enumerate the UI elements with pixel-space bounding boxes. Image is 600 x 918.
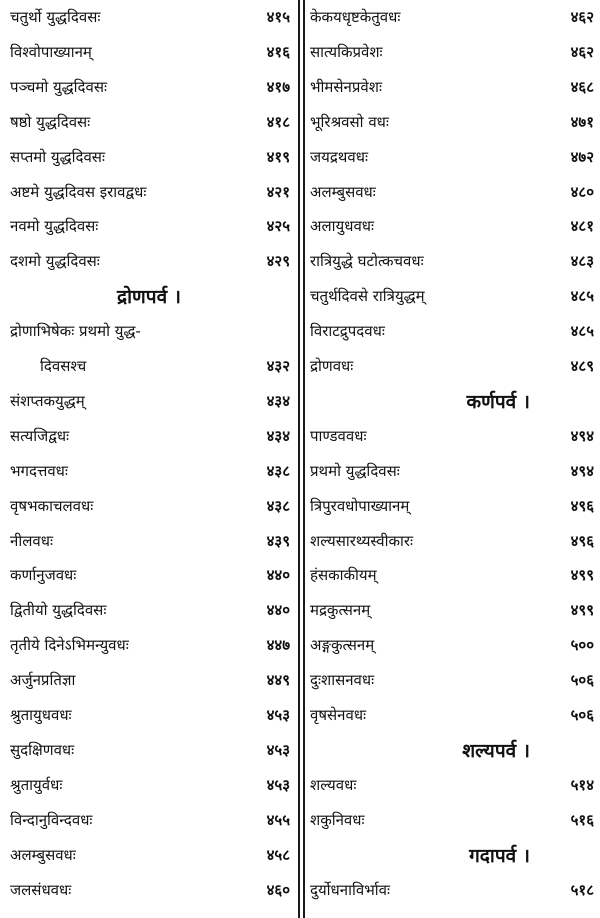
- entry-page-number: ४३८: [266, 496, 290, 515]
- toc-entry: [300, 663, 600, 697]
- entry-title: शल्यसारथ्यस्वीकारः: [310, 531, 414, 550]
- toc-entry: [300, 244, 600, 278]
- entry-page-number: ४८१: [570, 217, 594, 236]
- entry-title: चतुर्थदिवसे रात्रियुद्धम्: [310, 287, 425, 306]
- entry-title: सात्यकिप्रवेशः: [310, 42, 383, 61]
- section-heading: [300, 384, 600, 418]
- section-heading-text: शल्यपर्व ।: [462, 740, 530, 762]
- toc-entry: [0, 419, 298, 453]
- entry-page-number: ४८३: [570, 252, 594, 271]
- entry-page-number: ४४०: [266, 601, 290, 620]
- entry-page-number: ५०६: [570, 671, 594, 690]
- section-heading-text: कर्णपर्व ।: [466, 390, 530, 413]
- entry-page-number: ४९९: [570, 601, 594, 620]
- entry-page-number: ४३४: [266, 391, 290, 410]
- toc-entry: [300, 698, 600, 732]
- toc-entry: [300, 768, 600, 802]
- section-heading: [300, 838, 600, 872]
- entry-page-number: ४५३: [266, 741, 290, 759]
- entry-page-number: ४९९: [570, 566, 594, 585]
- toc-entry: [300, 593, 600, 627]
- entry-page-number: ५१६: [570, 810, 594, 829]
- toc-entry: [300, 873, 600, 907]
- toc-entry: [300, 419, 600, 453]
- entry-title: तृतीये दिनेऽभिमन्युवधः: [10, 636, 129, 655]
- entry-page-number: ४१५: [266, 8, 290, 26]
- toc-entry: [300, 279, 600, 313]
- section-heading: [0, 279, 298, 313]
- toc-entry: [300, 175, 600, 209]
- entry-title: अलम्बुसवधः: [10, 845, 76, 864]
- toc-entry: [300, 209, 600, 243]
- entry-title: सत्यजिद्वधः: [10, 426, 70, 445]
- entry-title: द्रोणवधः: [310, 357, 354, 376]
- entry-title: अङ्गकुत्सनम्: [310, 636, 375, 655]
- entry-page-number: ५१८: [570, 880, 594, 899]
- entry-title: द्वितीयो युद्धदिवसः: [10, 601, 107, 620]
- entry-page-number: ४२५: [266, 217, 290, 236]
- toc-entry: [0, 105, 298, 139]
- entry-page-number: ४५८: [266, 845, 290, 864]
- entry-title: श्रुतायुधवधः: [10, 706, 72, 725]
- entry-page-number: ४३४: [266, 426, 290, 445]
- toc-entry: [0, 698, 298, 732]
- entry-title: वृषसेनवधः: [310, 706, 367, 725]
- toc-entry: [0, 628, 298, 662]
- entry-page-number: ४४९: [266, 671, 290, 690]
- right-column: [300, 0, 600, 918]
- toc-entry: [300, 558, 600, 592]
- entry-page-number: ४८५: [570, 287, 594, 306]
- entry-title: जयद्रथवधः: [310, 147, 368, 166]
- entry-title: भीमसेनप्रवेशः: [310, 77, 382, 96]
- toc-entry: [300, 803, 600, 837]
- toc-entry: [0, 140, 298, 174]
- toc-entry: [300, 0, 600, 34]
- entry-page-number: ४१६: [266, 42, 290, 61]
- entry-title: दुःशासनवधः: [310, 671, 375, 690]
- entry-page-number: ४७१: [570, 112, 594, 131]
- entry-title: विन्दानुविन्दवधः: [10, 810, 93, 829]
- toc-entry: [300, 35, 600, 69]
- entry-title: चतुर्थो युद्धदिवसः: [10, 8, 101, 26]
- toc-entry: [0, 454, 298, 488]
- entry-page-number: ४२९: [266, 252, 290, 271]
- entry-page-number: ५१४: [570, 775, 594, 794]
- entry-page-number: ४१७: [266, 77, 290, 96]
- entry-title: कर्णानुजवधः: [10, 566, 77, 585]
- entry-title: विश्वोपाख्यानम्: [10, 42, 92, 61]
- entry-page-number: ४६०: [266, 880, 290, 899]
- entry-page-number: ४९४: [570, 426, 594, 445]
- entry-page-number: ४६२: [570, 8, 594, 26]
- entry-title: जलसंधवधः: [10, 880, 72, 899]
- toc-entry: [0, 803, 298, 837]
- entry-title: द्रोणाभिषेकः प्रथमो युद्ध-: [10, 322, 141, 341]
- entry-title: केकयधृष्टकेतुवधः: [310, 8, 401, 26]
- entry-page-number: ४६८: [570, 77, 594, 96]
- toc-entry: [0, 314, 298, 348]
- entry-title: नवमो युद्धदिवसः: [10, 217, 99, 236]
- entry-title: दशमो युद्धदिवसः: [10, 252, 100, 271]
- left-column: [0, 0, 298, 918]
- toc-entry: [0, 489, 298, 523]
- entry-page-number: ४९६: [570, 496, 594, 515]
- entry-page-number: ४१९: [266, 147, 290, 166]
- toc-entry: [0, 175, 298, 209]
- toc-entry: [0, 733, 298, 767]
- entry-title: मद्रकुत्सनम्: [310, 601, 371, 620]
- entry-page-number: ५००: [570, 636, 594, 655]
- entry-title: सुदक्षिणवधः: [10, 741, 75, 759]
- entry-title: भूरिश्रवसो वधः: [310, 112, 389, 131]
- toc-entry: [300, 524, 600, 558]
- entry-title: प्रथमो युद्धदिवसः: [310, 461, 400, 480]
- entry-page-number: ४४७: [266, 636, 290, 655]
- entry-page-number: ४४०: [266, 566, 290, 585]
- section-heading-text: गदापर्व ।: [469, 844, 530, 867]
- toc-entry: [0, 244, 298, 278]
- entry-page-number: ४८५: [570, 322, 594, 341]
- entry-page-number: ४१८: [266, 112, 290, 131]
- entry-title: अर्जुनप्रतिज्ञा: [10, 671, 76, 690]
- entry-page-number: ४२१: [266, 182, 290, 201]
- toc-entry: [300, 314, 600, 348]
- entry-title: सप्तमो युद्धदिवसः: [10, 147, 105, 166]
- entry-page-number: ४३८: [266, 461, 290, 480]
- entry-page-number: ४८९: [570, 357, 594, 376]
- toc-entry: [300, 454, 600, 488]
- toc-entry: [0, 838, 298, 872]
- entry-page-number: ४८०: [570, 182, 594, 201]
- entry-page-number: ४३२: [266, 357, 290, 376]
- toc-entry: [0, 593, 298, 627]
- entry-page-number: ४३९: [266, 531, 290, 550]
- entry-page-number: ४६२: [570, 42, 594, 61]
- toc-entry: [0, 558, 298, 592]
- toc-entry: [300, 105, 600, 139]
- entry-title: अलायुधवधः: [310, 217, 375, 236]
- section-heading-text: द्रोणपर्व ।: [117, 286, 181, 309]
- entry-title: शल्यवधः: [310, 775, 357, 794]
- entry-page-number: ४५३: [266, 775, 290, 794]
- entry-title: अलम्बुसवधः: [310, 182, 376, 201]
- toc-entry: [0, 663, 298, 697]
- toc-entry: [300, 349, 600, 383]
- entry-title: रात्रियुद्धे घटोत्कचवधः: [310, 252, 424, 271]
- toc-entry: [0, 524, 298, 558]
- entry-title: नीलवधः: [10, 531, 53, 550]
- entry-page-number: ४५५: [266, 810, 290, 829]
- entry-page-number: ४९४: [570, 461, 594, 480]
- entry-title: विराटद्रुपदवधः: [310, 322, 385, 341]
- toc-entry: [0, 768, 298, 802]
- toc-entry: [0, 70, 298, 104]
- toc-entry: [0, 35, 298, 69]
- entry-page-number: ५०६: [570, 706, 594, 725]
- toc-entry: [300, 70, 600, 104]
- entry-page-number: ४७२: [570, 147, 594, 166]
- entry-title: हंसकाकीयम्: [310, 566, 377, 585]
- entry-title: अष्टमे युद्धदिवस इरावद्वधः: [10, 182, 147, 201]
- toc-entry: [0, 209, 298, 243]
- entry-title: भगदत्तवधः: [10, 461, 68, 480]
- entry-title: पाण्डववधः: [310, 426, 367, 445]
- entry-title: संशप्तकयुद्धम्: [10, 391, 85, 410]
- entry-title: श्रुतायुर्वधः: [10, 775, 63, 794]
- toc-entry: [300, 489, 600, 523]
- entry-title: दिवसश्च: [40, 357, 87, 376]
- toc-entry: [0, 349, 298, 383]
- entry-page-number: ४५३: [266, 706, 290, 725]
- toc-entry: [0, 0, 298, 34]
- entry-title: त्रिपुरवधोपाख्यानम्: [310, 496, 410, 515]
- section-heading: [300, 733, 600, 767]
- toc-entry: [300, 628, 600, 662]
- entry-page-number: ४९६: [570, 531, 594, 550]
- entry-title: षष्ठो युद्धदिवसः: [10, 112, 91, 131]
- entry-title: दुर्योधनाविर्भावः: [310, 880, 391, 899]
- toc-entry: [300, 140, 600, 174]
- entry-title: शकुनिवधः: [310, 810, 365, 829]
- entry-title: पञ्चमो युद्धदिवसः: [10, 77, 108, 96]
- toc-entry: [0, 384, 298, 418]
- entry-title: वृषभकाचलवधः: [10, 496, 94, 515]
- toc-entry: [0, 873, 298, 907]
